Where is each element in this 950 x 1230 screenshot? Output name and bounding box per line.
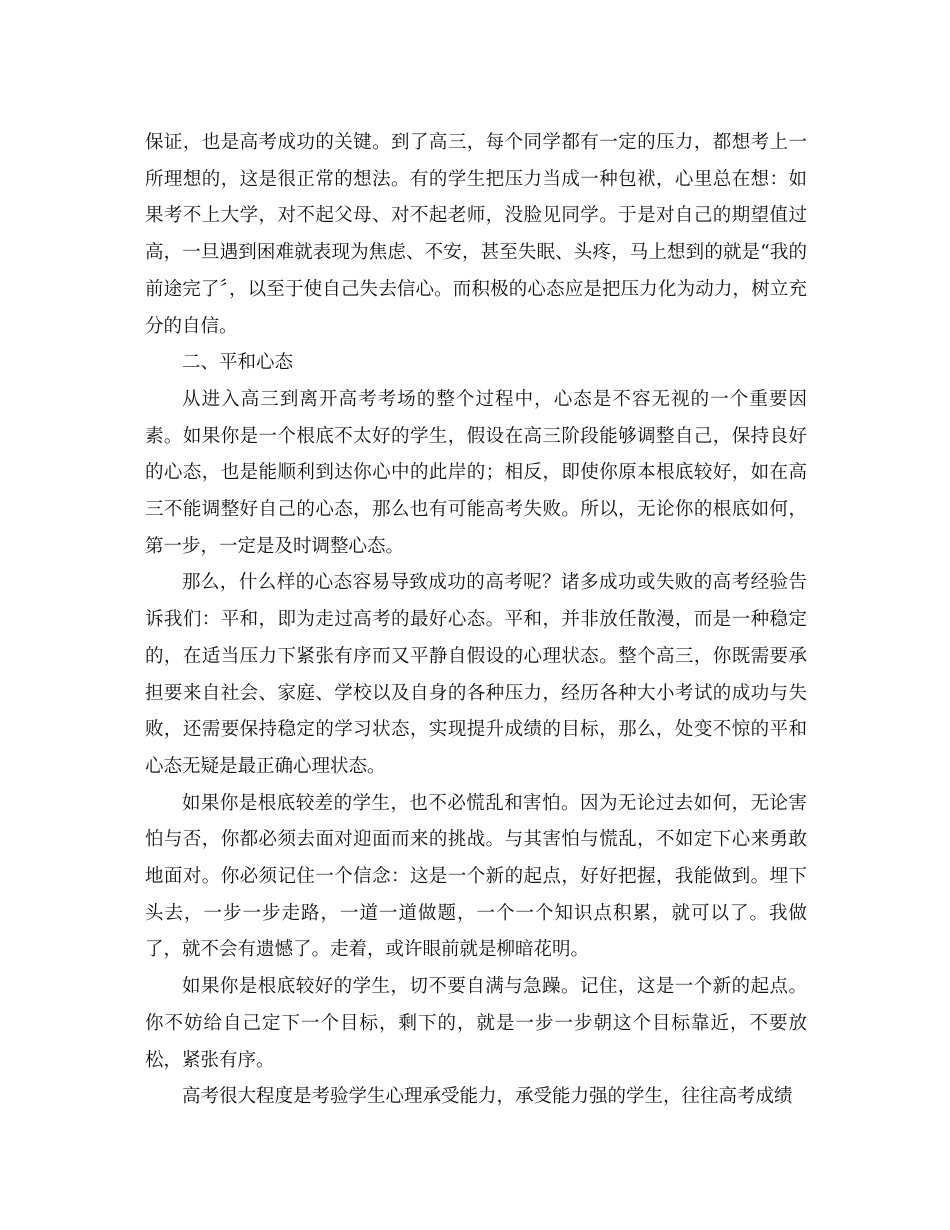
document-body (145, 125, 807, 1116)
paragraph: 高考很大程度是考验学生心理承受能力，承受能力强的学生，往往高考成绩 (182, 1086, 793, 1108)
paragraph: 那么，什么样的心态容易导致成功的高考呢？诸多成功或失败的高考经验告诉我们：平和，即为走过高考的最好心态。平和，并非放任散漫，而是一种稳定的，在适当压力下紧张有序而又平静自假设的心理状态。整个高三，你既需要承担要来自社会、家庭、学校以及自身的各种压力，经历各种大小考试的成功与失败，还需要保持稳定的学习状态，实现提升成绩的目标，那么，处变不惊的平和心态无疑是最正确心理状态。 (145, 572, 807, 777)
paragraph: 如果你是根底较差的学生，也不必慌乱和害怕。因为无论过去如何，无论害怕与否，你都必须去面对迎面而来的挑战。与其害怕与慌乱，不如定下心来勇敢地面对。你必须记住一个信念：这是一个新的起点，好好把握，我能做到。埋下头去，一步一步走路，一道一道做题，一个一个知识点积累，就可以了。我做了，就不会有遗憾了。走着，或许眼前就是柳暗花明。 (145, 792, 807, 961)
paragraph: 如果你是根底较好的学生，切不要自满与急躁。记住，这是一个新的起点。你不妨给自己定下一个目标，剩下的，就是一步一步朝这个目标靠近，不要放松，紧张有序。 (145, 976, 807, 1071)
section-heading-calm-mindset: 二、平和心态 (182, 352, 294, 374)
paragraph: 从进入高三到离开高考考场的整个过程中，心态是不容无视的一个重要因素。如果你是一个根底不太好的学生，假设在高三阶段能够调整自己，保持良好的心态，也是能顺利到达你心中的此岸的；相反，即使你原本根底较好，如在高三不能调整好自己的心态，那么也有可能高考失败。所以，无论你的根底如何，第一步，一定是及时调整心态。 (145, 388, 807, 557)
paragraph-continuation: 保证，也是高考成功的关键。到了高三，每个同学都有一定的压力，都想考上一所理想的，这是很正常的想法。有的学生把压力当成一种包袱，心里总在想：如果考不上大学，对不起父母、对不起老师，没脸见同学。于是对自己的期望值过高，一旦遇到困难就表现为焦虑、不安，甚至失眠、头疼，马上想到的就是“我的前途完了〞，以至于使自己失去信心。而积极的心态应是把压力化为动力，树立充分的自信。 (145, 132, 807, 337)
